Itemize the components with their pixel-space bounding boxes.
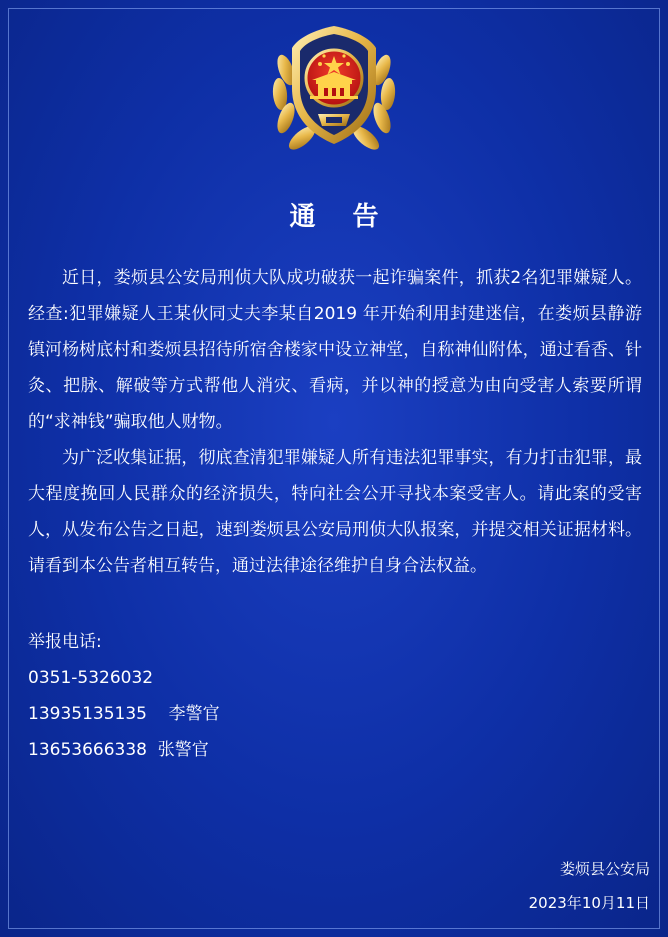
issue-date: 2023年10月11日 — [528, 894, 650, 912]
contact-heading: 举报电话: — [28, 632, 102, 652]
issuer: 娄烦县公安局 — [559, 860, 650, 878]
notice-body — [28, 260, 642, 584]
contact-section — [28, 624, 428, 768]
contact-line: 13653666338 张警官 — [28, 740, 209, 760]
notice-title: 通 告 — [289, 202, 393, 232]
paragraph: 为广泛收集证据，彻底查清犯罪嫌疑人所有违法犯罪事实，有力打击犯罪，最大程度挽回人民群众的经济损失，特向社会公开寻找本案受害人。请此案的受害人，从发布公告之日起，速到娄烦县公安局刑侦大队报案，并提交相关证据材料。请看到本公告者相互转告，通过法律途径维护自身合法权益。 — [28, 448, 642, 576]
police-emblem-icon — [262, 18, 406, 160]
contact-line: 13935135135 李警官 — [28, 704, 220, 724]
signature-block — [529, 852, 650, 920]
contact-line: 0351-5326032 — [28, 668, 154, 688]
paragraph: 近日，娄烦县公安局刑侦大队成功破获一起诈骗案件，抓获2名犯罪嫌疑人。经查:犯罪嫌疑人王某伙同丈夫李某自2019 年开始利用封建迷信，在娄烦县静游镇河杨树底村和娄烦县招待所宿舍楼家中设立神堂，自称神仙附体，通过看香、针灸、把脉、解破等方式帮他人消灾、看病，并以神的授意为由向受害人索要所谓的“求神钱”骗取他人财物。 — [28, 268, 642, 432]
